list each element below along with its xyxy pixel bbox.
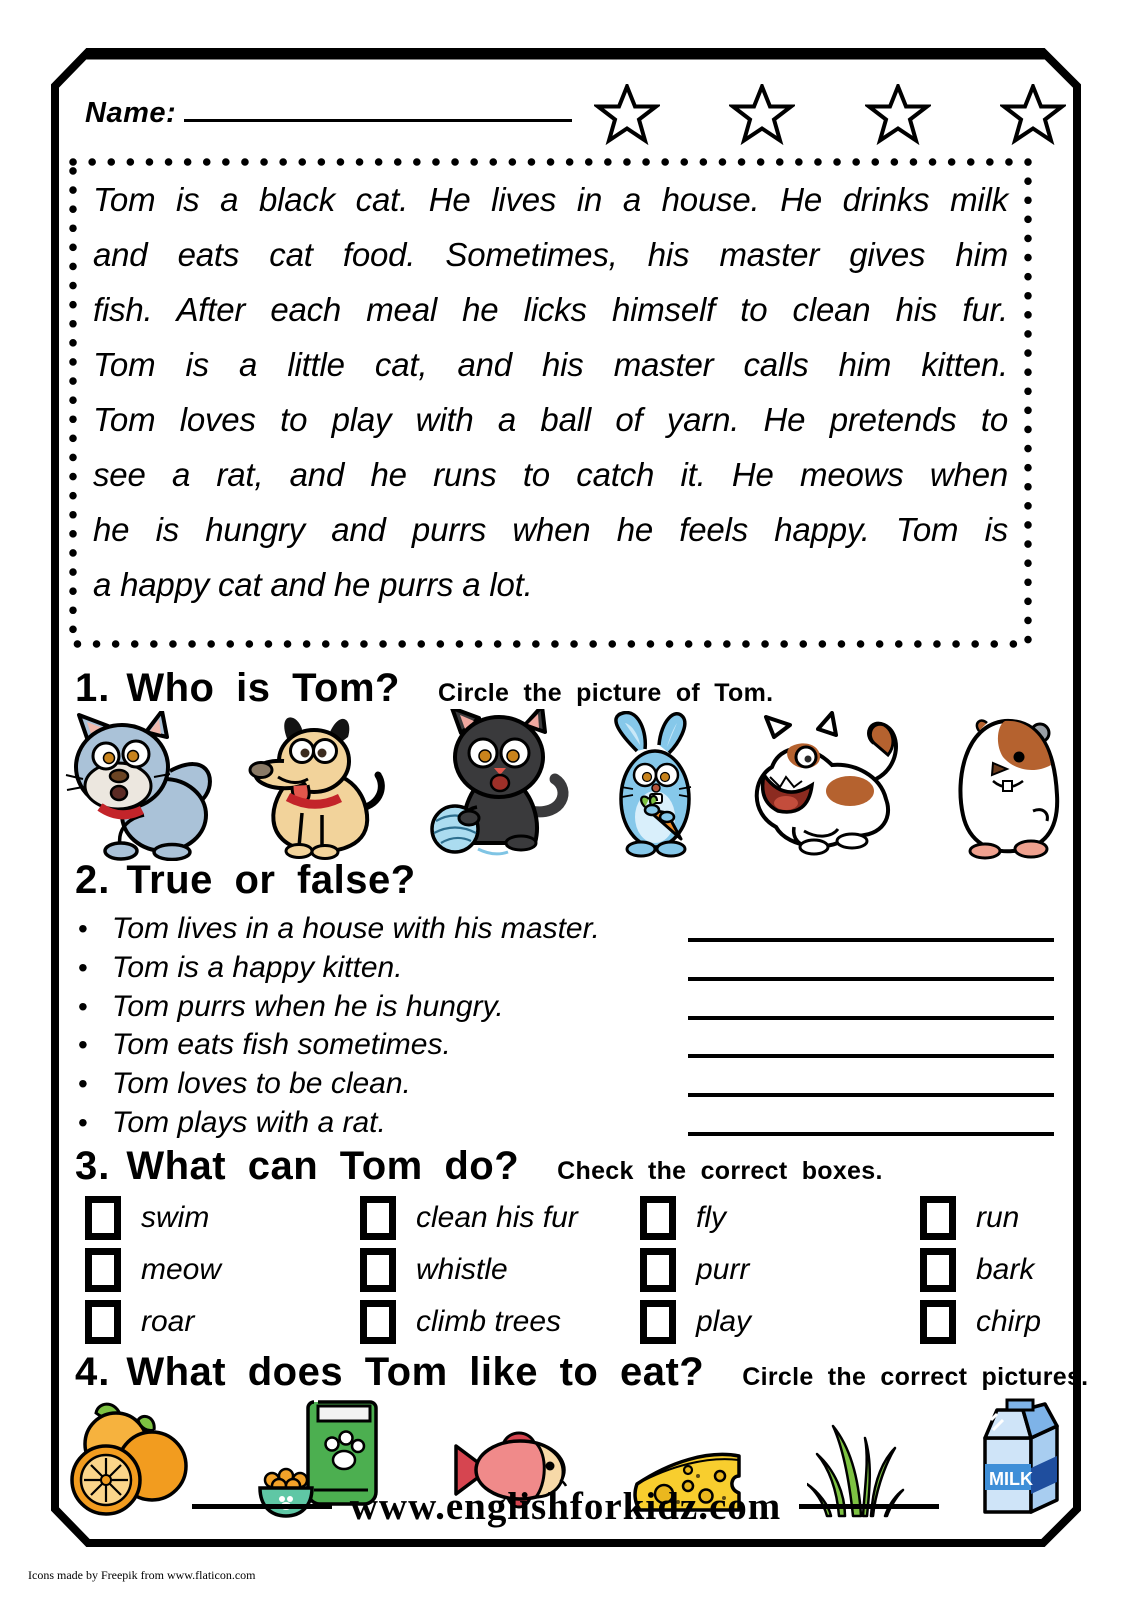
star-icon — [594, 84, 660, 148]
checkbox-label: meow — [141, 1253, 222, 1286]
answer-line[interactable] — [688, 1093, 1054, 1097]
checkbox-climb-trees[interactable] — [360, 1300, 396, 1344]
website-text: www.englishforkidz.com — [349, 1485, 782, 1528]
checkbox-meow[interactable] — [85, 1248, 121, 1292]
answer-line[interactable] — [688, 938, 1054, 942]
statement-row — [78, 990, 1054, 1029]
checkbox-label: run — [976, 1201, 1020, 1234]
answer-line[interactable] — [688, 977, 1054, 981]
passage-line: see a rat, and he runs to catch it. He meows when — [93, 456, 1008, 493]
name-input-line[interactable] — [184, 88, 572, 122]
checkbox-whistle[interactable] — [360, 1248, 396, 1292]
checkbox-label: roar — [141, 1305, 195, 1338]
checkbox-label: climb trees — [416, 1305, 562, 1338]
bullet: • — [78, 990, 88, 1022]
passage-box — [67, 156, 1034, 650]
q3-number: 3. — [75, 1144, 111, 1188]
q1-title: Who is Tom? — [126, 666, 400, 710]
name-row — [85, 88, 572, 130]
passage-line: Tom is a little cat, and his master calls him kitten. — [93, 346, 1008, 383]
q4-number: 4. — [75, 1350, 111, 1394]
q3-title: What can Tom do? — [126, 1144, 520, 1188]
statement-text: Tom loves to be clean. — [111, 1067, 411, 1101]
statement-text: Tom eats fish sometimes. — [111, 1028, 451, 1062]
q2-title: True or false? — [126, 858, 416, 902]
passage-text — [93, 172, 1008, 612]
checkbox-row — [85, 1296, 1085, 1348]
checkbox-purr[interactable] — [640, 1248, 676, 1292]
q2-number: 2. — [75, 858, 111, 902]
passage-line: he is hungry and purrs when he feels happy. Tom is — [93, 511, 1008, 548]
blue-bunny-icon[interactable] — [595, 711, 715, 861]
statement-text: Tom purrs when he is hungry. — [111, 989, 504, 1023]
answer-line[interactable] — [688, 1132, 1054, 1136]
name-label: Name: — [85, 97, 177, 129]
star-icon — [1000, 84, 1066, 148]
statement-row — [78, 951, 1054, 990]
q4-title: What does Tom like to eat? — [126, 1350, 705, 1394]
bullet: • — [78, 1068, 88, 1100]
checkbox-label: swim — [141, 1201, 210, 1234]
checkbox-swim[interactable] — [85, 1196, 121, 1240]
bullet: • — [78, 1106, 88, 1138]
checkbox-run[interactable] — [920, 1196, 956, 1240]
checkbox-label: bark — [976, 1253, 1035, 1286]
passage-line: and eats cat food. Sometimes, his master gives him — [93, 236, 1008, 273]
q1-options-row — [58, 703, 1072, 861]
q3-checkbox-grid — [85, 1192, 1085, 1348]
hamster-icon[interactable] — [937, 713, 1072, 861]
milk-label: MILK — [988, 1469, 1033, 1489]
answer-line[interactable] — [688, 1016, 1054, 1020]
star-icon — [865, 84, 931, 148]
checkbox-row — [85, 1192, 1085, 1244]
checkbox-label: whistle — [416, 1253, 508, 1286]
star-icon — [729, 84, 795, 148]
white-brown-cat-icon[interactable] — [734, 711, 919, 861]
stars-row — [594, 84, 1066, 148]
q3-heading — [75, 1144, 883, 1189]
checkbox-label: chirp — [976, 1305, 1042, 1338]
checkbox-label: purr — [696, 1253, 750, 1286]
black-cat-yarn-icon[interactable] — [415, 709, 577, 861]
checkbox-play[interactable] — [640, 1300, 676, 1344]
checkbox-row — [85, 1244, 1085, 1296]
checkbox-label: fly — [696, 1201, 726, 1234]
icon-credits: Icons made by Freepik from www.flaticon.com — [28, 1568, 256, 1582]
checkbox-fly[interactable] — [640, 1196, 676, 1240]
statement-text: Tom lives in a house with his master. — [111, 912, 600, 945]
statement-row — [78, 1106, 1054, 1145]
answer-line[interactable] — [688, 1054, 1054, 1058]
footer — [0, 1484, 1131, 1529]
q2-heading — [75, 858, 416, 903]
q3-instruction: Check the correct boxes. — [557, 1157, 883, 1185]
checkbox-bark[interactable] — [920, 1248, 956, 1292]
checkbox-label: clean his fur — [416, 1201, 578, 1234]
bullet: • — [78, 1029, 88, 1061]
footer-left-rule — [192, 1504, 332, 1509]
q1-instruction: Circle the picture of Tom. — [437, 679, 774, 707]
passage-line: a happy cat and he purrs a lot. — [93, 566, 533, 603]
passage-line: Tom is a black cat. He lives in a house. He drinks milk — [93, 181, 1008, 218]
passage-line: fish. After each meal he licks himself to clean his fur. — [93, 291, 1008, 328]
checkbox-clean-his-fur[interactable] — [360, 1196, 396, 1240]
statement-row — [78, 912, 1054, 951]
bullet: • — [78, 951, 88, 983]
statement-row — [78, 1067, 1054, 1106]
passage-line: Tom loves to play with a ball of yarn. He pretends to — [93, 401, 1008, 438]
dog-icon[interactable] — [236, 711, 396, 861]
q4-instruction: Circle the correct pictures. — [742, 1363, 1089, 1391]
statement-text: Tom is a happy kitten. — [111, 950, 403, 984]
checkbox-chirp[interactable] — [920, 1300, 956, 1344]
q2-statements — [78, 912, 1054, 1145]
bullet: • — [78, 913, 88, 944]
statement-text: Tom plays with a rat. — [111, 1105, 386, 1139]
grey-cat-icon[interactable] — [58, 711, 218, 861]
statement-row — [78, 1028, 1054, 1067]
q1-number: 1. — [75, 666, 111, 710]
footer-right-rule — [799, 1504, 939, 1509]
checkbox-label: play — [696, 1305, 752, 1338]
checkbox-roar[interactable] — [85, 1300, 121, 1344]
